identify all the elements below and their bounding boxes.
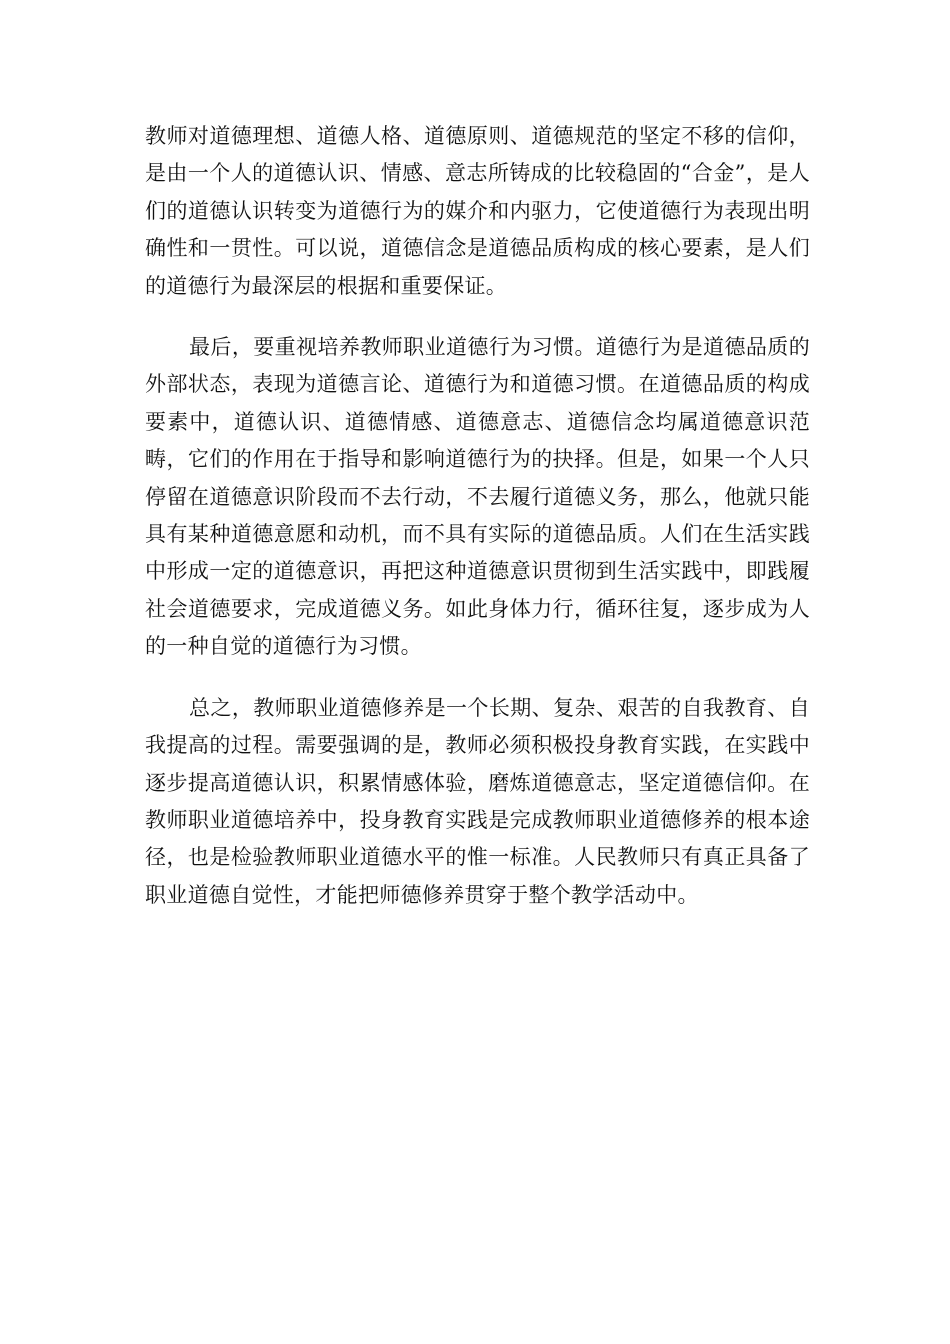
document-body — [145, 118, 810, 914]
paragraph-continued: 教师对道德理想、道德人格、道德原则、道德规范的坚定不移的信仰，是由一个人的道德认识、情感、意志所铸成的比较稳固的“合金”，是人们的道德认识转变为道德行为的媒介和内驱力，它使道德行为表现出明确性和一贯性。可以说，道德信念是道德品质构成的核心要素，是人们的道德行为最深层的根据和重要保证。 — [145, 124, 810, 298]
paragraph-behavior-habits: 最后，要重视培养教师职业道德行为习惯。道德行为是道德品质的外部状态，表现为道德言论、道德行为和道德习惯。在道德品质的构成要素中，道德认识、道德情感、道德意志、道德信念均属道德意识范畴，它们的作用在于指导和影响道德行为的抉择。但是，如果一个人只停留在道德意识阶段而不去行动，不去履行道德义务，那么，他就只能具有某种道德意愿和动机，而不具有实际的道德品质。人们在生活实践中形成一定的道德意识，再把这种道德意识贯彻到生活实践中，即践履社会道德要求，完成道德义务。如此身体力行，循环往复，逐步成为人的一种自觉的道德行为习惯。 — [145, 335, 810, 659]
paragraph-conclusion: 总之，教师职业道德修养是一个长期、复杂、艰苦的自我教育、自我提高的过程。需要强调的是，教师必须积极投身教育实践，在实践中逐步提高道德认识，积累情感体验，磨炼道德意志，坚定道德信仰。在教师职业道德培养中，投身教育实践是完成教师职业道德修养的根本途径，也是检验教师职业道德水平的惟一标准。人民教师只有真正具备了职业道德自觉性，才能把师德修养贯穿于整个教学活动中。 — [145, 695, 810, 907]
